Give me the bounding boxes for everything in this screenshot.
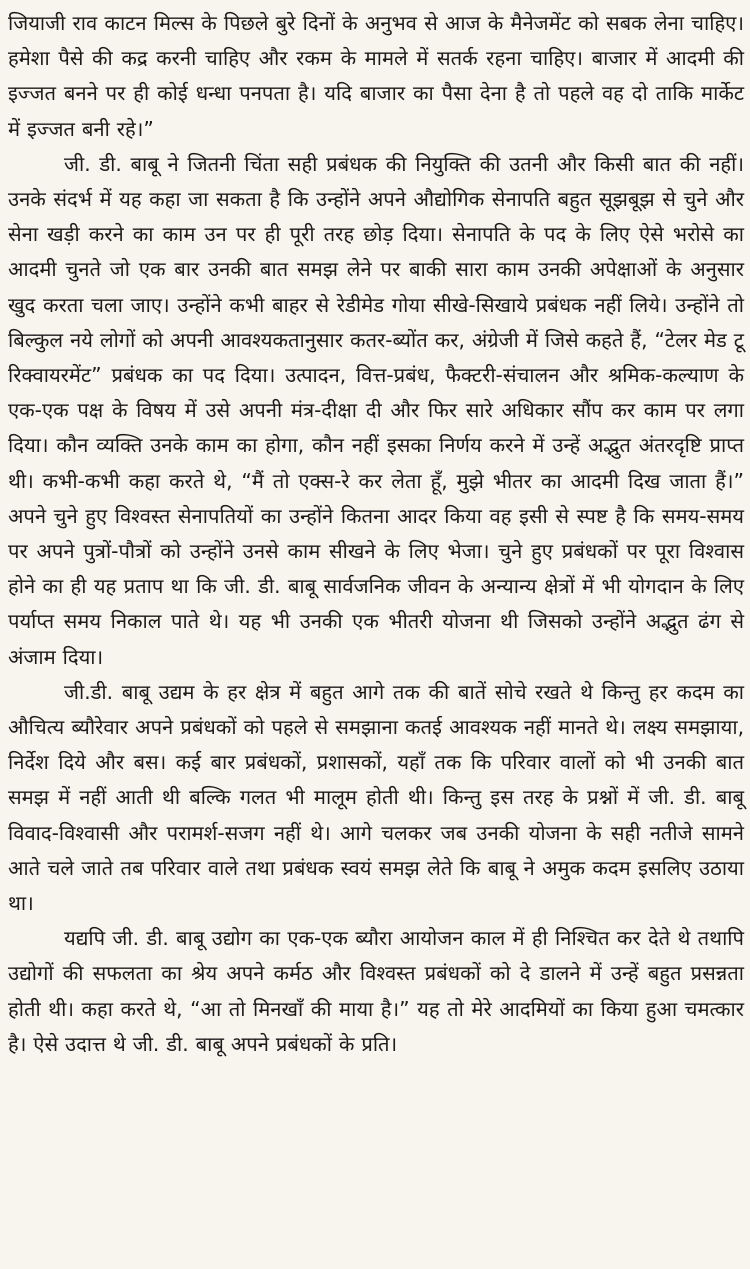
paragraph-credit: यद्यपि जी. डी. बाबू उद्योग का एक-एक ब्यौरा आयोजन काल में ही निश्चित कर देते थे तथापि उद्योगों की सफलता का श्रेय अपने कर्मठ और विश्वस्त प्रबंधकों को दे डालने में उन्हें बहुत प्रसन्नता होती थी। कहा करते थे, “आ तो मिनखाँ की माया है।” यह तो मेरे आदमियों का किया हुआ चमत्कार है। ऐसे उदात्त थे जी. डी. बाबू अपने प्रबंधकों के प्रति। xyxy=(8,926,744,1056)
paragraph-managers: जी. डी. बाबू ने जितनी चिंता सही प्रबंधक की नियुक्ति की उतनी और किसी बात की नहीं। उनके संदर्भ में यह कहा जा सकता है कि उन्होंने अपने औद्योगिक सेनापति बहुत सूझबूझ से चुने और सेना खड़ी करने का काम उन पर ही पूरी तरह छोड़ दिया। सेनापति के पद के लिए ऐसे भरोसे का आदमी चुनते जो एक बार उनकी बात समझ लेने पर बाकी सारा काम उनकी अपेक्षाओं के अनुसार खुद करता चला जाए। उन्होंने कभी बाहर से रेडीमेड गोया सीखे-सिखाये प्रबंधक नहीं लिये। उन्होंने तो बिल्कुल नये लोगों को अपनी आवश्यकतानुसार कतर-ब्योंत कर, अंग्रेजी में जिसे कहते हैं, “टेलर मेड टू रिक्वायरमेंट” प्रबंधक का पद दिया। उत्पादन, वित्त-प्रबंध, फैक्टरी-संचालन और श्रमिक-कल्याण के एक-एक पक्ष के विषय में उसे अपनी मंत्र-दीक्षा दी और फिर सारे अधिकार सौंप कर काम पर लगा दिया। कौन व्यक्ति उनके काम का होगा, कौन नहीं इसका निर्णय करने में उन्हें अद्भुत अंतरदृष्टि प्राप्त थी। कभी-कभी कहा करते थे, “मैं तो एक्स-रे कर लेता हूँ, मुझे भीतर का आदमी दिख जाता हैं।” अपने चुने हुए विश्वस्त सेनापतियों का उन्होंने कितना आदर किया वह इसी से स्पष्ट है कि समय-समय पर अपने पुत्रों-पौत्रों को उन्होंने उनसे काम सीखने के लिए भेजा। चुने हुए प्रबंधकों पर पूरा विश्वास होने का ही यह प्रताप था कि जी. डी. बाबू सार्वजनिक जीवन के अन्यान्य क्षेत्रों में भी योगदान के लिए पर्याप्त समय निकाल पाते थे। यह भी उनकी एक भीतरी योजना थी जिसको उन्होंने अद्भुत ढंग से अंजाम दिया। xyxy=(8,151,744,669)
paragraph-foresight: जी.डी. बाबू उद्यम के हर क्षेत्र में बहुत आगे तक की बातें सोचे रखते थे किन्तु हर कदम का औचित्य ब्यौरेवार अपने प्रबंधकों को पहले से समझाना कतई आवश्यक नहीं मानते थे। लक्ष्य समझाया, निर्देश दिये और बस। कई बार प्रबंधकों, प्रशासकों, यहाँ तक कि परिवार वालों को भी उनकी बात समझ में नहीं आती थी बल्कि गलत भी मालूम होती थी। किन्तु इस तरह के प्रश्नों में जी. डी. बाबू विवाद-विश्वासी और परामर्श-सजग नहीं थे। आगे चलकर जब उनकी योजना के सही नतीजे सामने आते चले जाते तब परिवार वाले तथा प्रबंधक स्वयं समझ लेते कि बाबू ने अमुक कदम इसलिए उठाया था। xyxy=(8,679,744,916)
paragraph-continuation: जियाजी राव काटन मिल्स के पिछले बुरे दिनों के अनुभव से आज के मैनेजमेंट को सबक लेना चाहिए। हमेशा पैसे की कद्र करनी चाहिए और रकम के मामले में सतर्क रहना चाहिए। बाजार में आदमी की इज्जत बनने पर ही कोई धन्धा पनपता है। यदि बाजार का पैसा देना है तो पहले वह दो ताकि मार्केट में इज्जत बनी रहे।” xyxy=(8,11,744,141)
